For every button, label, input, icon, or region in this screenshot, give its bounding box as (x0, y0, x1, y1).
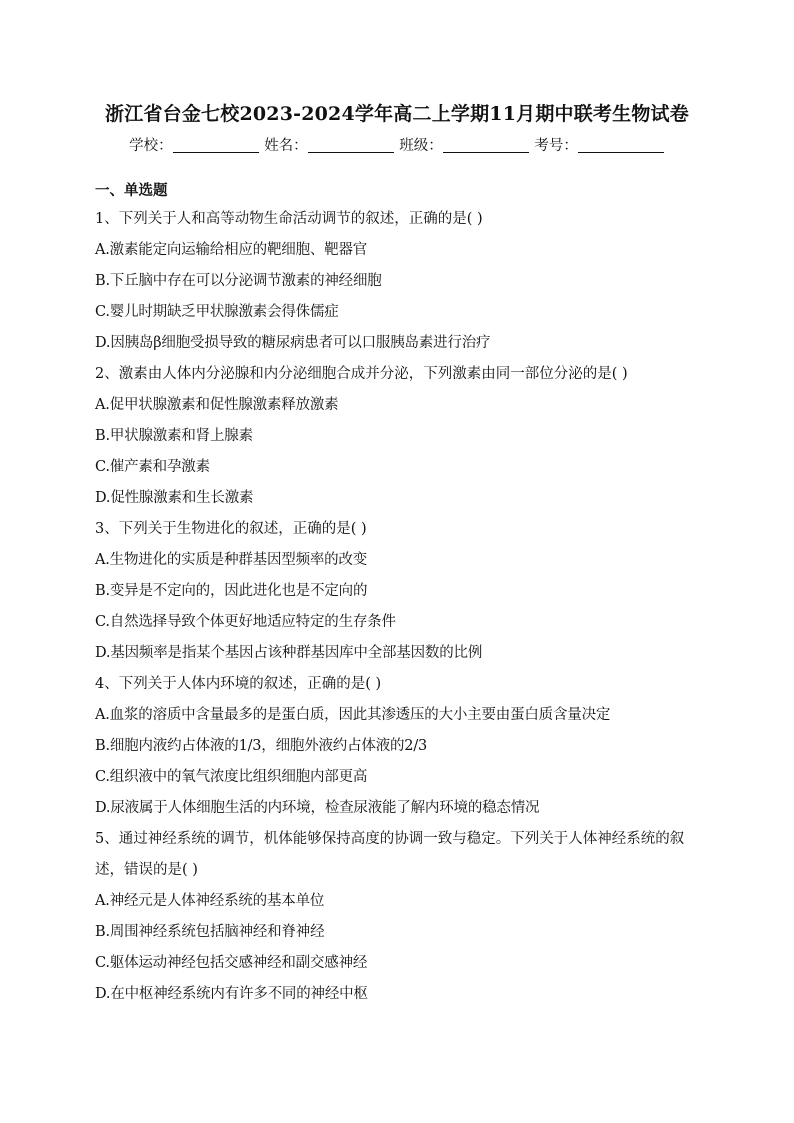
option-d: D.在中枢神经系统内有许多不同的神经中枢 (95, 986, 368, 1002)
option-a: A.生物进化的实质是种群基因型频率的改变 (95, 552, 368, 568)
option-c: C.婴儿时期缺乏甲状腺激素会得侏儒症 (95, 304, 339, 320)
option-c: C.组织液中的氧气浓度比组织细胞内部更高 (95, 769, 368, 785)
option-b: B.细胞内液约占体液的1/3，细胞外液约占体液的2/3 (95, 738, 428, 754)
name-blank[interactable] (308, 138, 394, 153)
option-c: C.躯体运动神经包括交感神经和副交感神经 (95, 955, 368, 971)
school-blank[interactable] (173, 138, 259, 153)
option-b: B.变异是不定向的，因此进化也是不定向的 (95, 583, 368, 599)
question-stem: 5、通过神经系统的调节，机体能够保持高度的协调一致与稳定。下列关于人体神经系统的叙述，错误的是( ) (95, 831, 685, 878)
option-b: B.周围神经系统包括脑神经和脊神经 (95, 924, 325, 940)
option-b: B.甲状腺激素和肾上腺素 (95, 428, 253, 444)
student-info-line (0, 134, 794, 158)
question-stem: 1、下列关于人和高等动物生命活动调节的叙述，正确的是( ) (95, 211, 483, 227)
question-stem: 3、下列关于生物进化的叙述，正确的是( ) (95, 521, 367, 537)
section-heading: 一、单选题 (95, 182, 168, 199)
option-a: A.神经元是人体神经系统的基本单位 (95, 893, 325, 909)
option-c: C.自然选择导致个体更好地适应特定的生存条件 (95, 614, 396, 630)
option-d: D.促性腺激素和生长激素 (95, 490, 254, 506)
exam-number-label: 考号： (534, 138, 578, 154)
name-label: 姓名： (264, 138, 308, 154)
option-a: A.促甲状腺激素和促性腺激素释放激素 (95, 397, 339, 413)
question-stem: 2、激素由人体内分泌腺和内分泌细胞合成并分泌，下列激素由同一部位分泌的是( ) (95, 366, 628, 382)
option-a: A.激素能定向运输给相应的靶细胞、靶器官 (95, 242, 368, 258)
question-stem: 4、下列关于人体内环境的叙述，正确的是( ) (95, 676, 382, 692)
question-5 (95, 824, 705, 1010)
page-title: 浙江省台金七校2023-2024学年高二上学期11月期中联考生物试卷 (105, 103, 689, 125)
class-label: 班级： (399, 138, 443, 154)
option-d: D.因胰岛β细胞受损导致的糖尿病患者可以口服胰岛素进行治疗 (95, 335, 491, 351)
option-c: C.催产素和孕激素 (95, 459, 210, 475)
exam-content (95, 178, 705, 1010)
option-a: A.血浆的溶质中含量最多的是蛋白质，因此其渗透压的大小主要由蛋白质含量决定 (95, 707, 611, 723)
question-4 (95, 669, 705, 824)
option-d: D.基因频率是指某个基因占该种群基因库中全部基因数的比例 (95, 645, 483, 661)
question-2 (95, 359, 705, 514)
question-3 (95, 514, 705, 669)
question-1 (95, 204, 705, 359)
exam-number-blank[interactable] (578, 138, 664, 153)
option-b: B.下丘脑中存在可以分泌调节激素的神经细胞 (95, 273, 382, 289)
option-d: D.尿液属于人体细胞生活的内环境，检查尿液能了解内环境的稳态情况 (95, 800, 540, 816)
class-blank[interactable] (443, 138, 529, 153)
school-label: 学校： (129, 138, 173, 154)
